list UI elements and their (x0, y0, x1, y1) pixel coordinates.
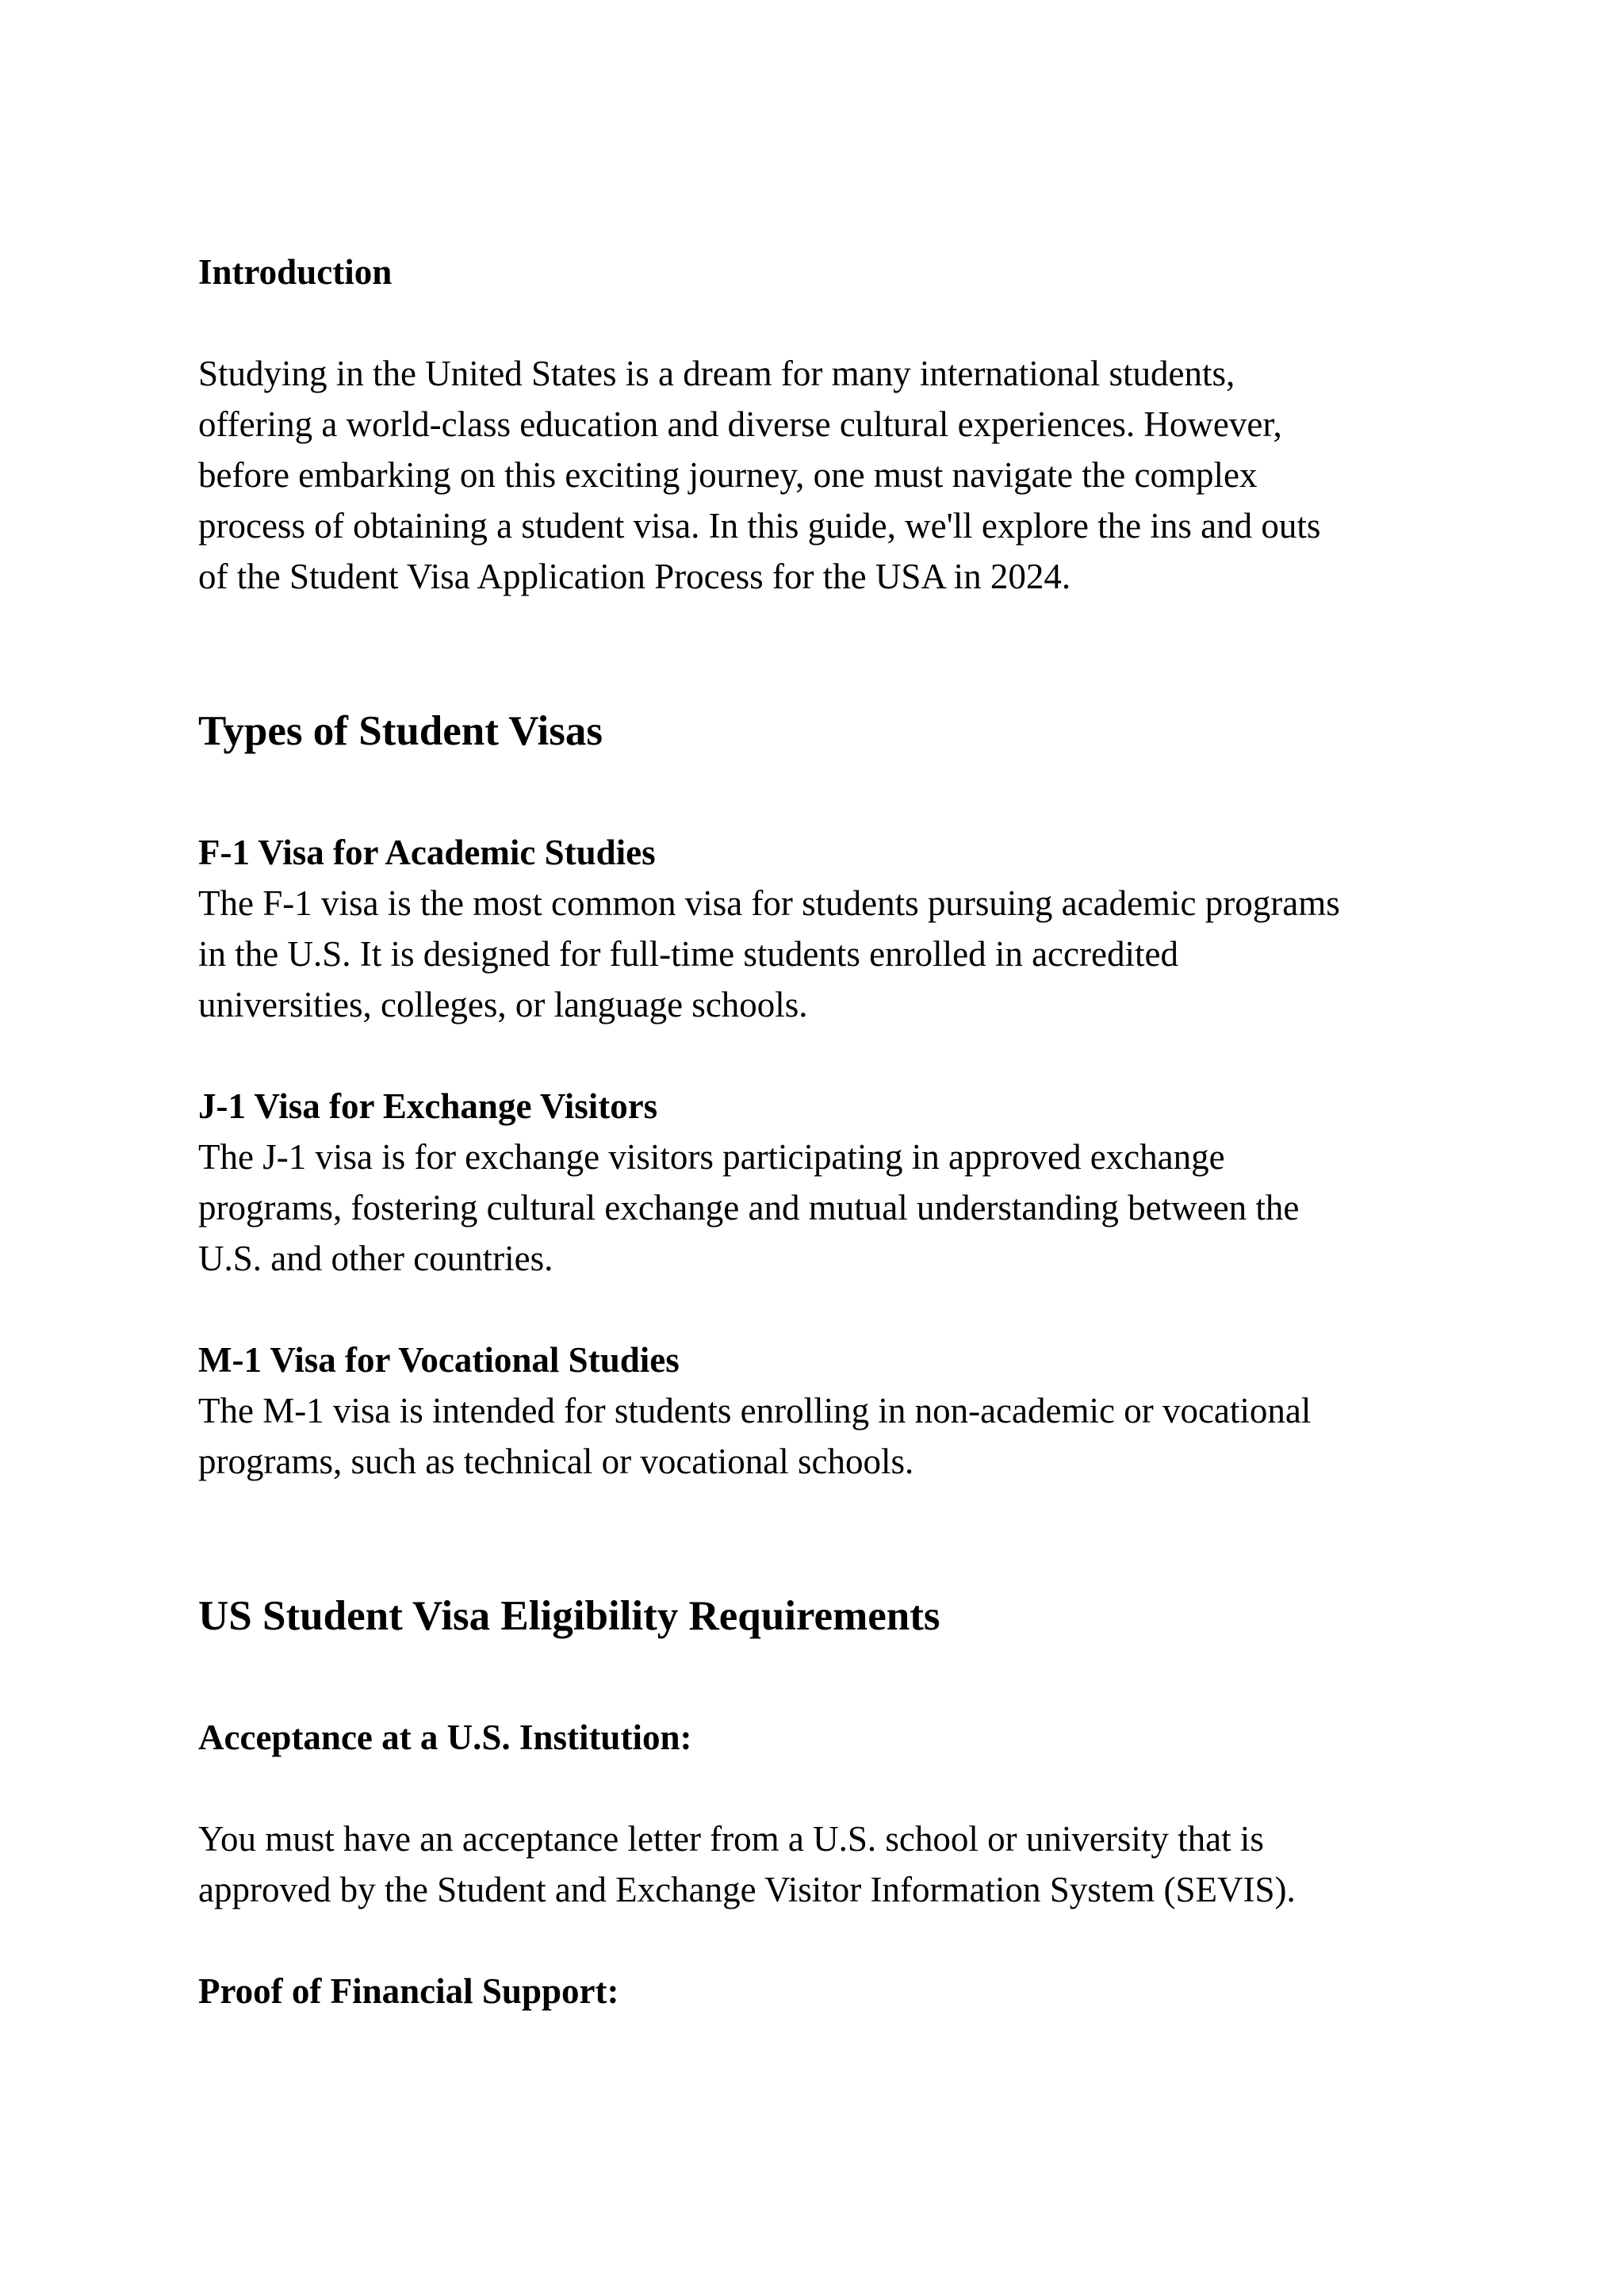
eligibility-item-title: Proof of Financial Support: (198, 1971, 619, 2011)
visa-description-line: The F-1 visa is the most common visa for students pursuing academic programs (198, 883, 1340, 923)
paragraph-line: of the Student Visa Application Process for the USA in 2024. (198, 557, 1071, 596)
eligibility-item-description (198, 1813, 1296, 1915)
intro-heading: Introduction (198, 252, 393, 292)
paragraph-line: before embarking on this exciting journey, one must navigate the complex (198, 455, 1258, 495)
visa-j1 (198, 1081, 1299, 1284)
visa-title: M-1 Visa for Vocational Studies (198, 1340, 680, 1380)
visa-description-line: programs, such as technical or vocational schools. (198, 1442, 914, 1481)
description-line: approved by the Student and Exchange Visitor Information System (SEVIS). (198, 1870, 1296, 1909)
visa-f1 (198, 827, 1340, 1030)
description-line: You must have an acceptance letter from a U.S. school or university that is (198, 1819, 1264, 1859)
eligibility-item-title: Acceptance at a U.S. Institution: (198, 1718, 692, 1757)
intro-paragraph (198, 348, 1320, 602)
eligibility-heading: US Student Visa Eligibility Requirements (198, 1593, 940, 1639)
visa-description-line: in the U.S. It is designed for full-time students enrolled in accredited (198, 934, 1178, 974)
visa-description-line: The M-1 visa is intended for students enrolling in non-academic or vocational (198, 1391, 1312, 1430)
visa-description-line: U.S. and other countries. (198, 1239, 553, 1278)
visa-title: F-1 Visa for Academic Studies (198, 833, 656, 872)
paragraph-line: process of obtaining a student visa. In this guide, we'll explore the ins and outs (198, 506, 1321, 546)
visa-description-line: programs, fostering cultural exchange and mutual understanding between the (198, 1188, 1300, 1227)
paragraph-line: Studying in the United States is a dream for many international students, (198, 354, 1235, 393)
visa-m1 (198, 1335, 1311, 1487)
types-heading: Types of Student Visas (198, 708, 603, 754)
visa-description-line: The J-1 visa is for exchange visitors participating in approved exchange (198, 1137, 1225, 1177)
paragraph-line: offering a world-class education and diverse cultural experiences. However, (198, 404, 1282, 444)
visa-description-line: universities, colleges, or language schools. (198, 985, 808, 1024)
visa-title: J-1 Visa for Exchange Visitors (198, 1086, 658, 1126)
